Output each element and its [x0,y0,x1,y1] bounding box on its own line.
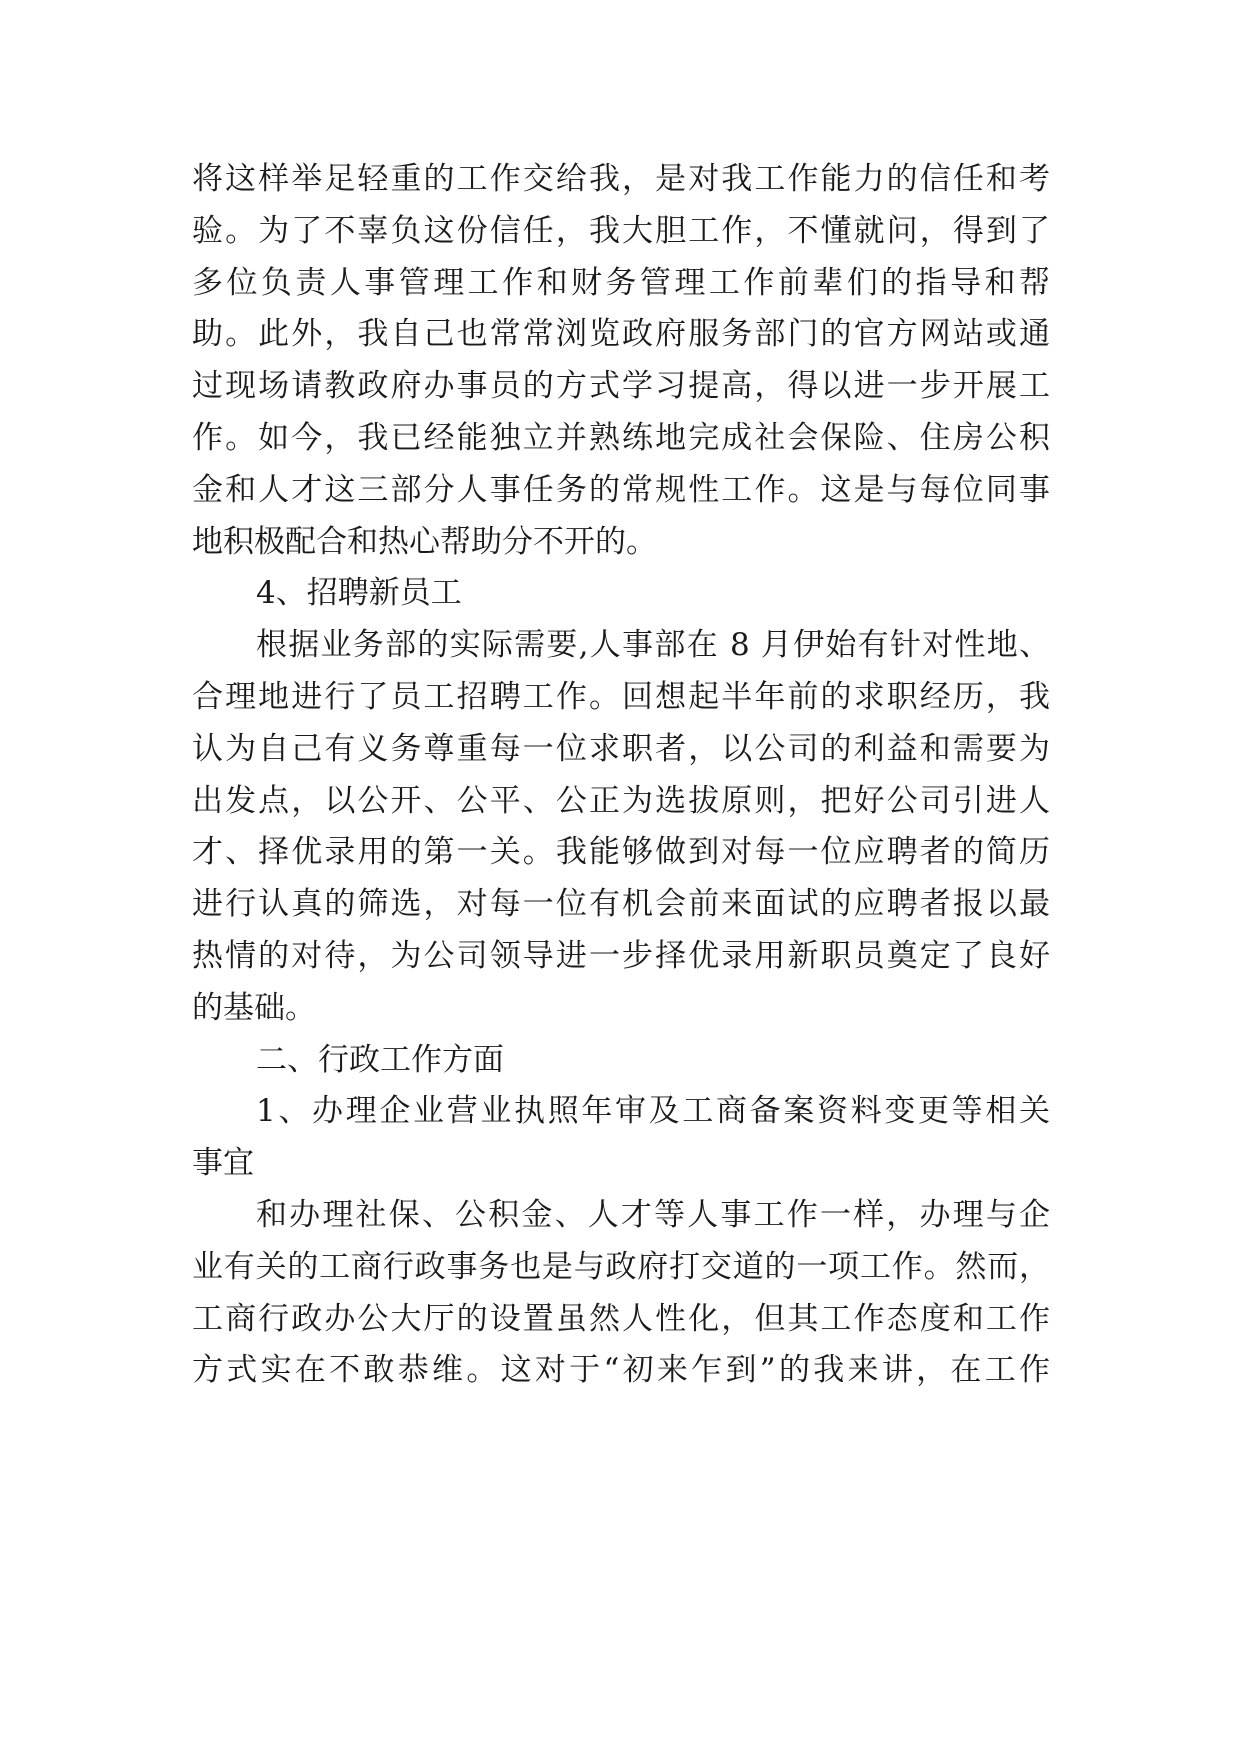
text-line: 验。为了不辜负这份信任，我大胆工作，不懂就问，得到了 [192,212,1050,249]
text-line: 多位负责人事管理工作和财务管理工作前辈们的指导和帮 [192,264,1050,301]
text-line: 认为自己有义务尊重每一位求职者，以公司的利益和需要为 [192,730,1050,767]
text-line: 进行认真的筛选，对每一位有机会前来面试的应聘者报以最 [192,886,1050,923]
text-line: 过现场请教政府办事员的方式学习提高，得以进一步开展工 [192,368,1050,405]
text-line: 出发点，以公开、公平、公正为选拔原则，把好公司引进人 [192,782,1050,819]
text-line: 地积极配合和热心帮助分不开的。 [192,523,657,560]
text-line: 热情的对待，为公司领导进一步择优录用新职员奠定了良好 [192,937,1050,974]
text-line: 1、办理企业营业执照年审及工商备案资料变更等相关 [256,1093,1050,1130]
text-line: 工商行政办公大厅的设置虽然人性化，但其工作态度和工作 [192,1300,1050,1337]
text-line: 业有关的工商行政事务也是与政府打交道的一项工作。然而， [192,1248,1050,1285]
text-line: 和办理社保、公积金、人才等人事工作一样，办理与企 [256,1196,1050,1233]
text-line: 将这样举足轻重的工作交给我，是对我工作能力的信任和考 [192,161,1050,197]
text-line: 二、行政工作方面 [256,1041,504,1078]
text-line: 助。此外，我自己也常常浏览政府服务部门的官方网站或通 [192,316,1050,353]
text-line: 根据业务部的实际需要,人事部在 8 月伊始有针对性地、 [256,627,1050,664]
text-line: 作。如今，我已经能独立并熟练地完成社会保险、住房公积 [192,419,1050,456]
text-line: 金和人才这三部分人事任务的常规性工作。这是与每位同事 [192,471,1050,508]
body-text [192,154,1050,1397]
text-line: 才、择优录用的第一关。我能够做到对每一位应聘者的简历 [192,834,1050,871]
text-line: 的基础。 [192,989,316,1026]
text-line: 4、招聘新员工 [256,575,462,612]
text-line: 合理地进行了员工招聘工作。回想起半年前的求职经历，我 [192,678,1050,715]
text-line: 事宜 [192,1145,254,1182]
text-line: 方式实在不敢恭维。这对于“初来乍到”的我来讲，在工作 [192,1352,1050,1389]
